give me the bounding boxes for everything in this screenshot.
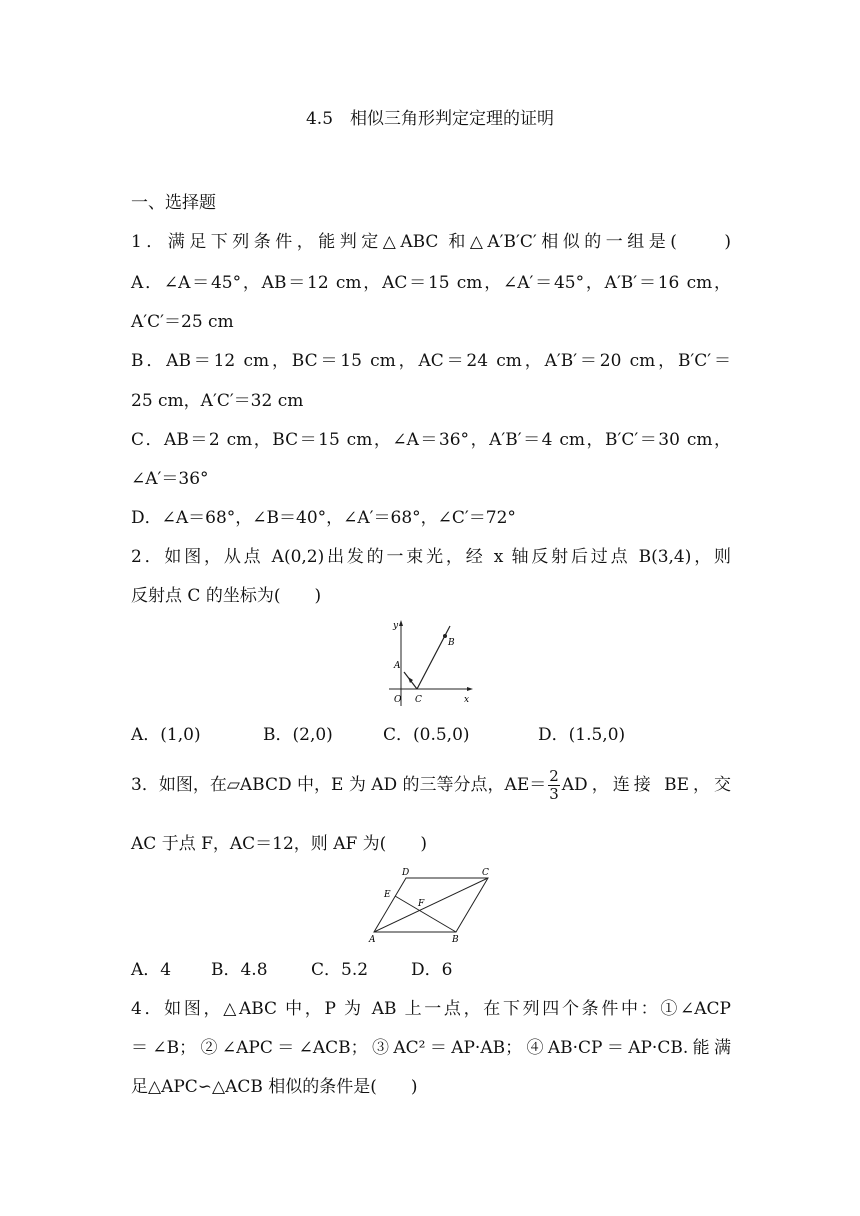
- q1-option-a-line1: A．∠A＝45°，AB＝12 cm，AC＝15 cm，∠A′＝45°，A′B′＝16 cm，: [131, 273, 731, 293]
- q2-label-b: B: [448, 638, 455, 648]
- q2-option-a: A．(1,0): [131, 725, 201, 745]
- q1-option-a-line2: A′C′＝25 cm: [131, 312, 234, 332]
- q2-stem-line1: 2．如图，从点 A(0,2)出发的一束光，经 x 轴反射后过点 B(3,4)，则: [131, 547, 731, 567]
- q3-stem-pre: 3．如图，在▱ABCD 中，E 为 AD 的三等分点，AE＝: [131, 775, 547, 795]
- q2-option-c: C．(0.5,0): [383, 725, 470, 745]
- q3-label-b: B: [452, 935, 459, 945]
- page-title: 4.5 相似三角形判定定理的证明: [305, 109, 555, 129]
- q2-label-o: O: [394, 695, 402, 705]
- q2-options: [131, 723, 731, 747]
- q3-stem-post: AD，连接 BE，交: [561, 775, 731, 795]
- q3-fraction-numerator: 2: [549, 766, 559, 785]
- q2-stem-line2: 反射点 C 的坐标为( ): [131, 586, 322, 606]
- q3-option-a: A．4: [131, 960, 172, 980]
- q3-stem-line1: [131, 763, 731, 807]
- q1-stem: 1．满足下列条件，能判定△ABC 和△A′B′C′相似的一组是( ): [131, 232, 731, 252]
- q3-fraction-denominator: 3: [549, 784, 559, 803]
- q4-stem-line1: 4．如图，△ABC 中，P 为 AB 上一点，在下列四个条件中：①∠ACP: [131, 999, 731, 1019]
- q3-stem-line2: AC 于点 F，AC＝12，则 AF 为( ): [131, 834, 427, 854]
- q3-option-c: C．5.2: [311, 960, 369, 980]
- q2-option-b: B．(2,0): [263, 725, 333, 745]
- q2-label-y: y: [393, 621, 399, 631]
- q3-label-e: E: [384, 890, 391, 900]
- q4-stem-line2: ＝∠B；②∠APC＝∠ACB；③AC²＝AP·AB；④AB·CP＝AP·CB.能满: [131, 1038, 731, 1058]
- q3-fraction: [548, 768, 560, 803]
- q2-label-c: C: [415, 695, 422, 705]
- q2-point-b: [443, 634, 447, 638]
- q3-option-b: B．4.8: [211, 960, 268, 980]
- q3-label-d: D: [402, 868, 410, 878]
- q1-option-c-line1: C．AB＝2 cm，BC＝15 cm，∠A＝36°，A′B′＝4 cm，B′C′＝30 cm，: [131, 430, 731, 450]
- q1-option-c-line2: ∠A′＝36°: [131, 469, 209, 489]
- q3-options: [131, 958, 731, 982]
- q2-option-d: D．(1.5,0): [538, 725, 626, 745]
- q2-label-x: x: [464, 695, 470, 705]
- q1-option-d: D．∠A＝68°，∠B＝40°，∠A′＝68°，∠C′＝72°: [131, 508, 516, 528]
- q1-option-b-line2: 25 cm，A′C′＝32 cm: [131, 391, 304, 411]
- q3-figure: [364, 866, 494, 946]
- q3-option-d: D．6: [411, 960, 453, 980]
- q3-segment-be: [395, 896, 456, 932]
- q3-label-c: C: [482, 868, 489, 878]
- q2-figure: [386, 618, 476, 708]
- q3-label-a: A: [369, 935, 376, 945]
- q4-stem-line3: 足△APC∽△ACB 相似的条件是( ): [131, 1077, 418, 1097]
- q2-label-a: A: [394, 661, 401, 671]
- q3-diagonal-ac: [374, 878, 488, 932]
- q3-label-f: F: [418, 899, 425, 909]
- section-heading: 一、选择题: [131, 193, 216, 213]
- q1-option-b-line1: B．AB＝12 cm，BC＝15 cm，AC＝24 cm，A′B′＝20 cm，B′C′＝: [131, 351, 731, 371]
